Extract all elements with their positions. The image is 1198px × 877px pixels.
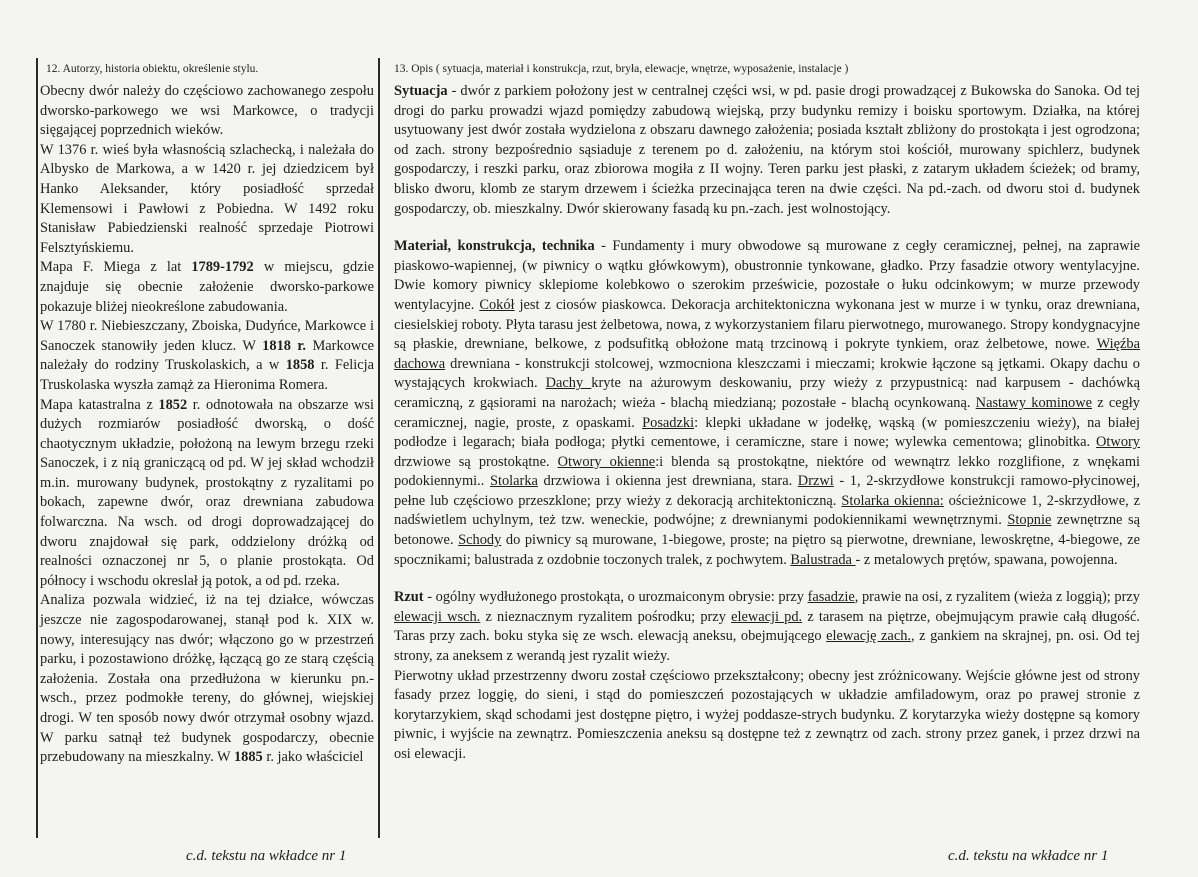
paragraph xyxy=(394,82,1140,219)
text-run: : klepki układane w jodełkę, wąską (w pomieszczeniu wieży), na białej podłodze i legarach; biała podłoga; płytki cementowe, i ceramiczne, stare i nowe; wylewka cementowa; glinobitka. xyxy=(394,414,1140,451)
text-run: W 1376 r. wieś była własnością szlachecką, i należała do Albysko de Markowa, a w 1420 r. jej dziedzicem był Hanko Aleksander, który posiadłość sprzedał Klemensowi i Pawłowi z Pobiedna. W 1492 roku Stanisław Pabiedzienski realność sprzedaje Piotrowi Felsztyńskiemu. xyxy=(40,141,374,256)
paragraph xyxy=(40,141,374,259)
paragraph-gap xyxy=(394,219,1140,237)
right-continuation-note: c.d. tekstu na wkładce nr 1 xyxy=(948,848,1109,864)
text-run: :i blenda są prostokątne, niektóre od wewnątrz lekko rozglifione, z wnękami podokiennymi.. xyxy=(394,453,1141,490)
underlined-term: Posadzki xyxy=(642,414,695,431)
history-column xyxy=(40,60,374,768)
underlined-term: Dachy xyxy=(545,375,592,392)
description-section-header: 13. Opis ( sytuacja, materiał i konstrukcja, rzut, bryła, elewacje, wnętrze, wyposażenie, instalacje ) xyxy=(394,63,849,75)
left-vertical-rule xyxy=(36,58,38,838)
text-run: drzwiowe są prostokątne. xyxy=(394,453,558,470)
text-run: z cegły ceramicznej, nagie, proste, z opaskami. xyxy=(394,394,1140,431)
text-run: Pierwotny układ przestrzenny dworu został częściowo przekształcony; obecny jest zróżnicowany. Wejście główne jest od strony fasady przez loggię, do sieni, i stąd do pomieszczeń pozostających w układzie amfiladowym, oraz po prawej stronie z korytarzykiem, skąd schodami jest dostępne piętro, i wyżej poddasze-strych budynku. Z korytarzyka wieży dostępne są komory piwnic, i wyjście na zewnątrz. Pomieszczenia aneksu są dostępne też z zewnątrz od zach. strony przez ganek, i przez drzwi na osi elewacji. xyxy=(394,667,1140,762)
underlined-term: Otwory xyxy=(1096,434,1140,451)
text-run: do piwnicy są murowane, 1-biegowe, proste; na piętro są pierwotne, drewniane, lewoskrętne, 4-biegowe, ze spocznikami; balustrada z ozdobnie toczonych tralek, z pochwytem. xyxy=(394,532,1140,568)
paragraph xyxy=(40,258,374,317)
underlined-term: elewacji wsch. xyxy=(394,608,481,625)
text-run: - ogólny wydłużonego prostokąta, o urozmaiconym obrysie: przy xyxy=(423,589,808,606)
bold-run: 1818 r. xyxy=(262,337,307,354)
underlined-term: Stolarka okienna: xyxy=(841,492,944,509)
text-run: zewnętrzne są betonowe. xyxy=(394,512,1140,549)
text-run: - z metalowych prętów, spawana, powojenna. xyxy=(855,551,1118,568)
text-run: r. Felicja Truskolaska wyszła zamąż za Hieronima Romera. xyxy=(40,357,374,393)
underlined-term: fasadzie xyxy=(807,589,855,606)
underlined-term: elewacji pd. xyxy=(731,608,803,625)
text-run: jest z ciosów piaskowca. Dekoracja architektoniczna wykonana jest w murze i w tynku, oraz drewniana, ciesielskiej roboty. Płyta tarasu jest żelbetowa, nowa, z wykorzystaniem filaru pierwotnego, murowanego. Stropy kondygnacyjne są płaskie, drewniane, belkowe, z podsufitką obłożone matą trzcinową i pokryte tynkiem, oraz żelbetowe, nowe. xyxy=(394,296,1140,353)
history-body xyxy=(40,82,374,768)
paragraph xyxy=(394,237,1140,570)
underlined-term: Cokół xyxy=(479,296,515,313)
bold-run: Rzut xyxy=(394,589,424,606)
bold-run: Sytuacja xyxy=(394,83,448,99)
bold-run: 1789-1792 xyxy=(191,259,254,276)
underlined-term: Więźba dachowa xyxy=(394,336,1140,372)
text-run: z nieznacznym ryzalitem pośrodku; przy xyxy=(480,608,732,625)
text-run: z tarasem na piętrze, obejmującym prawie całą długość. Taras przy zach. boku styka się ze wsch. elewacją aneksu, obejmującego xyxy=(394,608,1140,645)
text-run: Markowce należały do rodziny Truskolaskich, a w xyxy=(40,337,374,374)
text-run: Obecny dwór należy do częściowo zachowanego zespołu dworsko-parkowego we wsi Markowce, o tradycji sięgającej poprzednich wieków. xyxy=(40,83,374,139)
bold-run: 1858 xyxy=(285,357,315,374)
underlined-term: Balustrada xyxy=(790,551,856,568)
text-run: W 1780 r. Niebieszczany, Zboiska, Dudyńce, Markowce i Sanoczek stanowiły jeden klucz. W xyxy=(40,318,374,354)
text-run: - Fundamenty i mury obwodowe są murowane z cegły ceramicznej, pełnej, na zaprawie piaskowo-wapiennej, (w piwnicy o wątku główkowym), obustronnie tynkowane, gładko. Przy fasadzie otwory wentylacyjne. Dwie komory piwnicy sklepiome kolebkowo o szerokim prześwicie, pozostałe o łuku odcinkowym; w murze przewody wentylacyjne. xyxy=(394,238,1140,313)
underlined-term: Otwory okienne xyxy=(557,453,656,470)
text-run: Mapa F. Miega z lat xyxy=(40,259,192,276)
underlined-term: Schody xyxy=(458,532,502,549)
text-run: drewniana - konstrukcji stolcowej, wzmocniona kleszczami i mieczami; krokwie łączone są jętkami. Okapy dachu o wystających krokwiach. xyxy=(394,355,1140,392)
text-run: r. odnotowała na obszarze wsi dużych rozmiarów posiadłość dworską, o dość chaotycznym układzie, położoną na lewym brzegu rzeki Sanoczek, i z nią graniczącą od pd. W jej skład wchodził m.in. murowany budynek, prostokątny z ryzalitami po bokach, zapewne dwór, oraz drewniana zabudowa folwarczna. Na wsch. od drogi doprowadzającej do dworu znajdował się park, oddzielony dróżką od realności oznaczonej nr 5, o planie prostokąta. Od północy i wschodu okreslał ją potok, a od pd. rzeka. xyxy=(40,396,374,589)
underlined-term: Stopnie xyxy=(1007,512,1052,529)
paragraph xyxy=(40,317,374,395)
middle-vertical-rule xyxy=(378,58,380,838)
bold-run: 1885 xyxy=(233,749,263,766)
text-run: w miejscu, gdzie znajduje się obecnie założenie dworsko-parkowe pokazuje bliżej nieokreślone zabudowania. xyxy=(40,259,374,315)
paragraph xyxy=(40,82,374,141)
text-run: r. jako właściciel xyxy=(262,749,364,766)
paragraph xyxy=(394,667,1140,765)
text-run: Analiza pozwala widzieć, iż na tej działce, wówczas jeszcze nie zagospodarowanej, stanął pod k. XIX w. nowy, interesujący nas dwór; włączono go w przestrzeń parku, i pozostawiono dróżkę, łączącą go ze starą częścią założenia. Została ona przedłużona w kierunku pn.-wsch., przez podmokłe tereny, do głównej, wiejskiej drogi. W ten sposób nowy dwór otrzymał osobny wjazd. W parku satnął też budynek gospodarczy, obecnie przebudowany na mieszkalny. W xyxy=(40,592,374,766)
text-run: - 1, 2-skrzydłowe konstrukcji ramowo-płycinowej, pełne lub częściowo przeszklone; przy wieży z dekoracją architektoniczną. xyxy=(394,473,1140,509)
text-run: kryte na ażurowym deskowaniu, przy wieży z przypustnicą: nad karpusem - dachówką ceramiczną, z gąsiorami na narożach; wieża - blachą miedzianą; pozostałe - blachą ocynkowaną. xyxy=(394,375,1141,411)
description-column xyxy=(394,60,1140,765)
history-section-header: 12. Autorzy, historia obiektu, określenie stylu. xyxy=(46,63,259,75)
underlined-term: elewację zach. xyxy=(826,628,911,645)
description-body xyxy=(394,82,1140,765)
underlined-term: Drzwi xyxy=(797,473,834,490)
left-continuation-note: c.d. tekstu na wkładce nr 1 xyxy=(186,848,347,864)
text-run: , prawie na osi, z ryzalitem (wieża z loggią); przy xyxy=(854,589,1140,606)
paragraph-gap xyxy=(394,570,1140,588)
bold-run: 1852 xyxy=(158,396,188,413)
paragraph xyxy=(40,396,374,592)
text-run: ościeżnicowe 1, 2-skrzydłowe, z nadświetlem uchylnym, też tzw. weneckie, podwójne; z drewnianymi podokiennikami wewnętrznymi. xyxy=(394,492,1140,529)
text-run: Mapa katastralna z xyxy=(40,396,159,413)
paragraph xyxy=(394,588,1140,666)
text-run: , z gankiem na skrajnej, pn. osi. Od tej strony, za aneksem z werandą jest ryzalit wieży. xyxy=(394,628,1140,665)
text-run: drzwiowa i okienna jest drewniana, stara. xyxy=(537,473,798,490)
underlined-term: Stolarka xyxy=(489,473,538,490)
bold-run: Materiał, konstrukcja, technika xyxy=(394,238,595,255)
underlined-term: Nastawy kominowe xyxy=(975,394,1092,411)
text-run: - dwór z parkiem położony jest w centralnej części wsi, w pd. pasie drogi prowadzącej z Bukowska do Sanoka. Od tej drogi do parku prowadzi wjazd pomiędzy zabudową wiejską, przy budynku remizy i boisku sportowym. Działka, na której usytuowany jest dwór została wydzielona z obszaru dawnego założenia; posiada kształt zbliżony do prostokąta i jest ogrodzona; od zach. strony bezpośrednio sąsiaduje z terenem po d. założeniu, na którym stoi kościół, murowany spichlerz, budynek gospodarczy, i reszki parku, oraz zbiorowa mogiła z II wojny. Teren parku jest płaski, z zatarym układem ścieżek; od bramy, blisko dworu, klomb ze starym drzewem i ścieżka przecinająca teren na dwie części. Na pd.-zach. od dworu stoi d. budynek gospodarczy, ob. mieszkalny. Dwór skierowany fasadą ku pn.-zach. jest wolnostojący. xyxy=(394,83,1140,217)
paragraph xyxy=(40,591,374,767)
